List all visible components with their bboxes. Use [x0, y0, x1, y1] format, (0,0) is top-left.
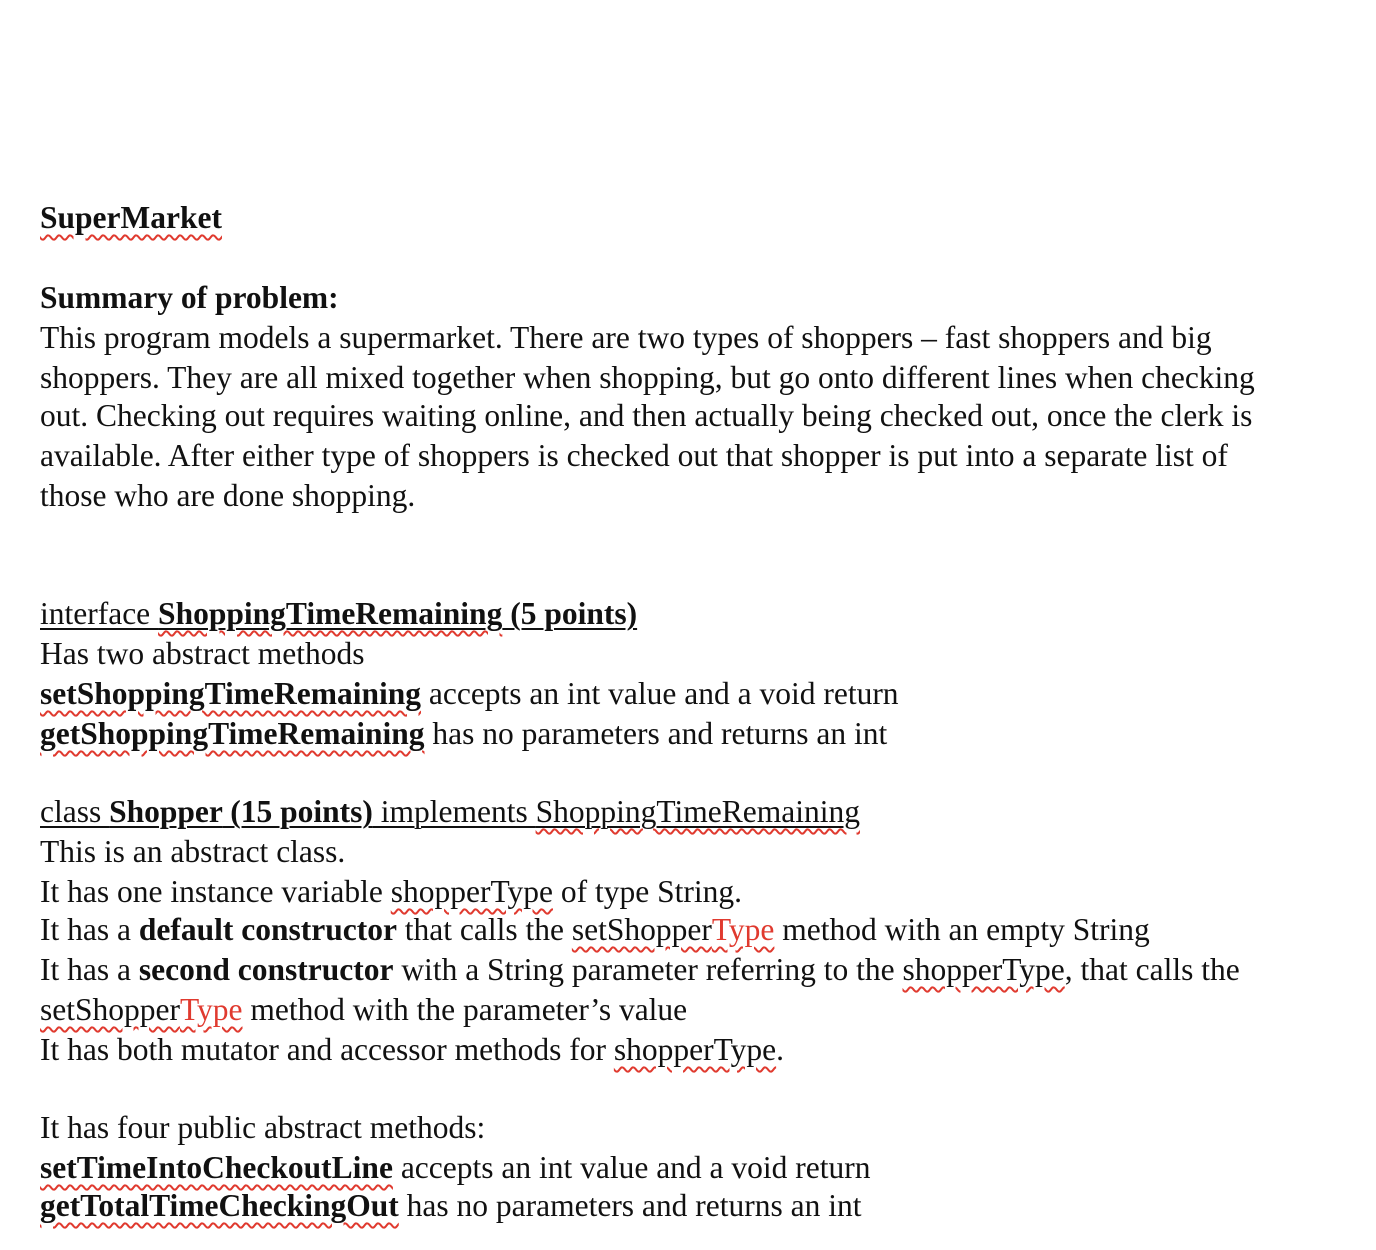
text-run: It has one instance variable — [40, 874, 391, 909]
text-run: that calls the — [396, 912, 572, 947]
summary-line: out. Checking out requires waiting online, and then actually being checked out, once the clerk is — [40, 398, 1253, 433]
interface-heading — [40, 594, 637, 634]
variable-name: shopperType — [613, 1032, 777, 1067]
class-heading — [40, 792, 860, 832]
method-name: getShoppingTimeRemaining — [40, 716, 425, 751]
method-description: has no parameters and returns an int — [424, 716, 888, 751]
method-reference — [40, 992, 243, 1027]
interface-points: (5 points) — [502, 596, 638, 631]
variable-name: shopperType — [902, 952, 1065, 987]
abstract-method-line — [40, 1186, 862, 1226]
summary-line: shoppers. They are all mixed together when shopping, but go onto different lines when checking — [40, 360, 1255, 395]
interface-name: ShoppingTimeRemaining — [158, 596, 503, 631]
variable-name: shopperType — [390, 874, 553, 909]
class-line: This is an abstract class. — [40, 834, 346, 869]
page-title: SuperMarket — [40, 200, 222, 235]
interface-method-line — [40, 674, 899, 714]
method-reference — [572, 912, 775, 947]
summary-line: those who are done shopping. — [40, 478, 416, 513]
class-line — [40, 872, 742, 912]
method-reference-part: setShopper — [571, 912, 712, 947]
interface-method-line — [40, 714, 887, 754]
method-name: setShoppingTimeRemaining — [40, 676, 421, 711]
implements-text: implements — [372, 794, 536, 829]
text-run: It has a — [40, 952, 139, 987]
method-name: getTotalTimeCheckingOut — [40, 1188, 399, 1223]
text-run: of type String. — [553, 874, 742, 909]
bold-term: second constructor — [138, 952, 394, 987]
interface-keyword: interface — [40, 596, 159, 631]
implements-name: ShoppingTimeRemaining — [535, 794, 860, 829]
class-line — [40, 910, 1150, 950]
class-keyword: class — [40, 794, 110, 829]
method-reference-part: Type — [179, 992, 243, 1027]
summary-line: This program models a supermarket. There are two types of shoppers – fast shoppers and big — [40, 320, 1212, 355]
method-description: has no parameters and returns an int — [398, 1188, 862, 1223]
class-line — [40, 1030, 784, 1070]
class-points: (15 points) — [222, 794, 373, 829]
text-run: It has a — [40, 912, 139, 947]
bold-term: default constructor — [138, 912, 397, 947]
text-run: It has both mutator and accessor methods for — [40, 1032, 614, 1067]
interface-description: Has two abstract methods — [40, 636, 365, 671]
class-line — [40, 950, 1240, 990]
method-description: accepts an int value and a void return — [421, 676, 899, 711]
summary-heading: Summary of problem: — [40, 280, 339, 315]
text-run: , that calls the — [1064, 952, 1240, 987]
method-reference-part: Type — [711, 912, 775, 947]
abstract-method-line — [40, 1148, 871, 1188]
class-name: Shopper — [109, 794, 223, 829]
method-description: accepts an int value and a void return — [392, 1150, 871, 1185]
class-heading-underlined — [40, 794, 860, 829]
class-line — [40, 990, 687, 1030]
method-name: setTimeIntoCheckoutLine — [40, 1150, 393, 1185]
method-reference-part: setShopper — [40, 992, 180, 1027]
text-run: . — [776, 1032, 784, 1067]
summary-line: available. After either type of shoppers is checked out that shopper is put into a separate list of — [40, 438, 1228, 473]
text-run: with a String parameter referring to the — [393, 952, 903, 987]
abstract-methods-heading: It has four public abstract methods: — [40, 1110, 486, 1145]
text-run: method with an empty String — [774, 912, 1150, 947]
text-run: method with the parameter’s value — [242, 992, 688, 1027]
